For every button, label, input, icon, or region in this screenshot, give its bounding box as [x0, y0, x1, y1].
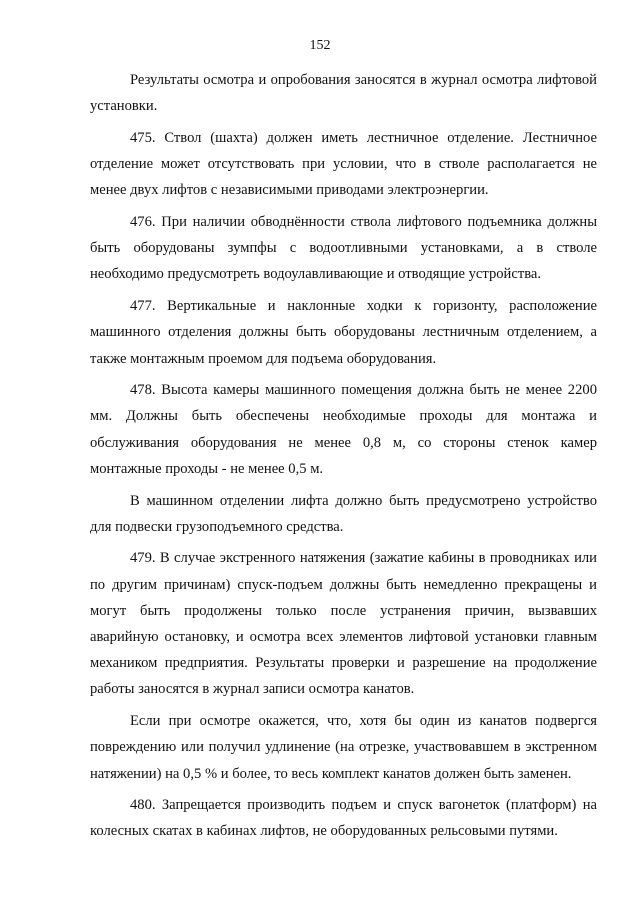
- page-number: 152: [309, 38, 331, 53]
- paragraph-479: 479. В случае экстренного натяжения (зажатие кабины в проводниках или по другим причинам) спуск-подъем должны быть немедленно прекращены и могут быть продолжены только после устранения причин, вызвавших аварийную остановку, и осмотра всех элементов лифтовой установки главным механиком предприятия. Результаты проверки и разрешение на продолжение работы заносятся в журнал записи осмотра канатов.: [90, 550, 597, 698]
- paragraph-rope-replacement: Если при осмотре окажется, что, хотя бы один из канатов подвергся повреждению или получил удлинение (на отрезке, участвовавшем в экстренном натяжении) на 0,5 % и более, то весь комплект канатов должен быть заменен.: [90, 713, 597, 782]
- paragraph-478: 478. Высота камеры машинного помещения должна быть не менее 2200 мм. Должны быть обеспечены необходимые проходы для монтажа и обслуживания оборудования не менее 0,8 м, со стороны стенок камер монтажные проходы - не менее 0,5 м.: [90, 382, 597, 477]
- paragraph-480: 480. Запрещается производить подъем и спуск вагонеток (платформ) на колесных скатах в кабинах лифтов, не оборудованных рельсовыми путями.: [90, 797, 597, 840]
- paragraph-475: 475. Ствол (шахта) должен иметь лестничное отделение. Лестничное отделение может отсутствовать при условии, что в стволе располагается не менее двух лифтов с независимыми приводами электроэнергии.: [90, 129, 597, 199]
- document-body: [90, 67, 597, 845]
- paragraph-machine-room-hoist: В машинном отделении лифта должно быть предусмотрено устройство для подвески грузоподъемного средства.: [90, 492, 597, 535]
- paragraph-477: 477. Вертикальные и наклонные ходки к горизонту, расположение машинного отделения должны быть оборудованы лестничным отделением, а также монтажным проемом для подъема оборудования.: [90, 298, 597, 367]
- paragraph-inspection-results: Результаты осмотра и опробования заносятся в журнал осмотра лифтовой установки.: [90, 72, 597, 115]
- paragraph-476: 476. При наличии обводнённости ствола лифтового подъемника должны быть оборудованы зумпфы с водоотливными установками, а в стволе необходимо предусмотреть водоулавливающие и отводящие устройства.: [90, 214, 597, 283]
